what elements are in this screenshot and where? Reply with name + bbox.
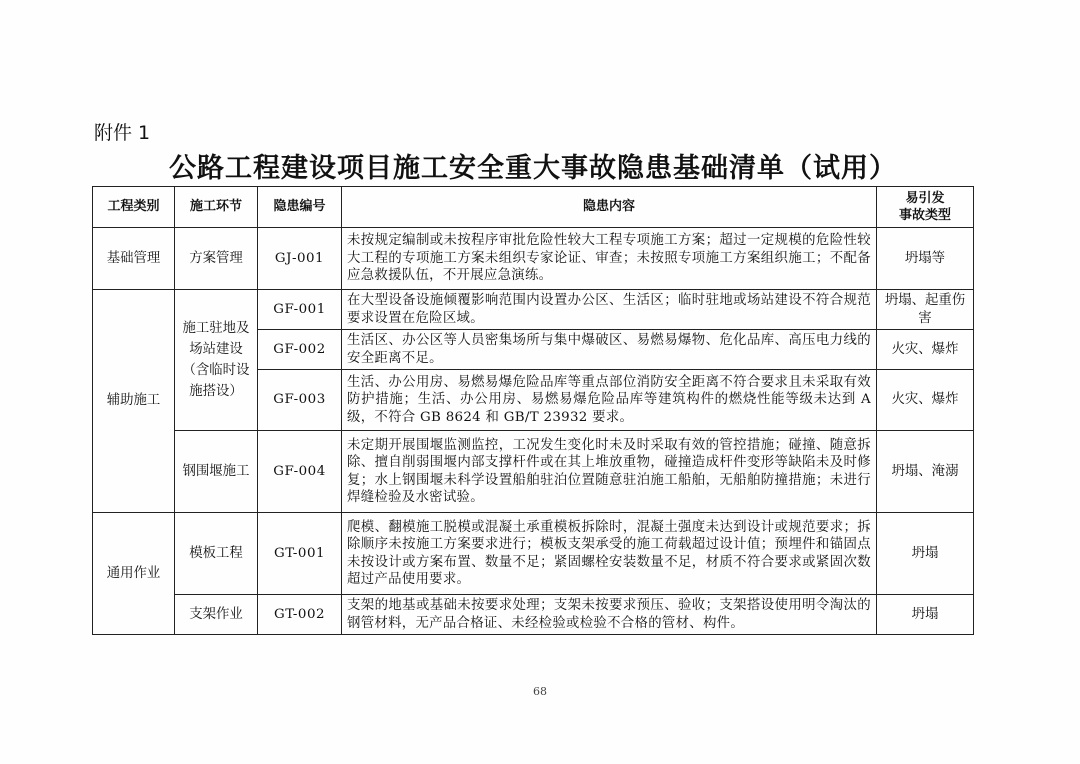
header-stage: 施工环节 xyxy=(175,187,258,228)
cell-content: 在大型设备设施倾覆影响范围内设置办公区、生活区；临时驻地或场站建设不符合规范要求设置在危险区域。 xyxy=(342,290,877,330)
cell-content: 生活、办公用房、易燃易爆危险品库等重点部位消防安全距离不符合要求且未采取有效防护措施；生活、办公用房、易燃易爆危险品库等建筑构件的燃烧性能等级未达到 A 级，不符合 GB 8624 和 GB/T 23932 要求。 xyxy=(342,370,877,431)
cell-stage: 模板工程 xyxy=(175,513,258,595)
cell-stage: 钢围堰施工 xyxy=(175,431,258,513)
cell-code: GF-002 xyxy=(258,330,342,370)
cell-accident: 坍塌 xyxy=(877,513,974,595)
cell-stage: 施工驻地及场站建设（含临时设施搭设） xyxy=(175,290,258,431)
table-row xyxy=(93,513,974,595)
cell-accident: 火灾、爆炸 xyxy=(877,330,974,370)
page-number: 68 xyxy=(533,685,547,698)
table-header-row xyxy=(93,187,974,228)
table-row xyxy=(93,431,974,513)
cell-code: GT-002 xyxy=(258,595,342,635)
cell-content: 生活区、办公区等人员密集场所与集中爆破区、易燃易爆物、危化品库、高压电力线的安全距离不足。 xyxy=(342,330,877,370)
cell-accident: 坍塌等 xyxy=(877,228,974,290)
cell-code: GF-003 xyxy=(258,370,342,431)
cell-accident: 坍塌、起重伤害 xyxy=(877,290,974,330)
cell-category: 辅助施工 xyxy=(93,290,175,513)
table-row xyxy=(93,595,974,635)
cell-accident: 坍塌 xyxy=(877,595,974,635)
cell-category: 基础管理 xyxy=(93,228,175,290)
header-accident: 易引发 事故类型 xyxy=(877,187,974,228)
cell-accident: 火灾、爆炸 xyxy=(877,370,974,431)
hazard-table xyxy=(92,186,974,635)
cell-stage: 支架作业 xyxy=(175,595,258,635)
cell-accident: 坍塌、淹溺 xyxy=(877,431,974,513)
header-category: 工程类别 xyxy=(93,187,175,228)
document-title: 公路工程建设项目施工安全重大事故隐患基础清单（试用） xyxy=(169,153,897,184)
cell-code: GT-001 xyxy=(258,513,342,595)
cell-content: 支架的地基或基础未按要求处理；支架未按要求预压、验收；支架搭设使用明令淘汰的钢管材料，无产品合格证、未经检验或检验不合格的管材、构件。 xyxy=(342,595,877,635)
cell-code: GF-001 xyxy=(258,290,342,330)
cell-content: 未定期开展围堰监测监控，工况发生变化时未及时采取有效的管控措施；碰撞、随意拆除、擅自削弱围堰内部支撑杆件或在其上堆放重物，碰撞造成杆件变形等缺陷未及时修复；水上钢围堰未科学设置船舶驻泊位置随意驻泊施工船舶，无船舶防撞措施；未进行焊缝检验及水密试验。 xyxy=(342,431,877,513)
cell-category: 通用作业 xyxy=(93,513,175,635)
cell-stage: 方案管理 xyxy=(175,228,258,290)
cell-code: GF-004 xyxy=(258,431,342,513)
header-code: 隐患编号 xyxy=(258,187,342,228)
cell-content: 爬模、翻模施工脱模或混凝土承重模板拆除时，混凝土强度未达到设计或规范要求；拆除顺序未按施工方案要求进行；模板支架承受的施工荷载超过设计值；预埋件和锚固点未按设计或方案布置、数量不足；紧固螺栓安装数量不足，材质不符合要求或紧固次数超过产品使用要求。 xyxy=(342,513,877,595)
cell-content: 未按规定编制或未按程序审批危险性较大工程专项施工方案；超过一定规模的危险性较大工程的专项施工方案未组织专家论证、审查；未按照专项施工方案组织施工；不配备应急救援队伍，不开展应急演练。 xyxy=(342,228,877,290)
table-row xyxy=(93,290,974,330)
cell-code: GJ-001 xyxy=(258,228,342,290)
table-row xyxy=(93,228,974,290)
attachment-label: 附件 1 xyxy=(94,122,151,144)
header-content: 隐患内容 xyxy=(342,187,877,228)
